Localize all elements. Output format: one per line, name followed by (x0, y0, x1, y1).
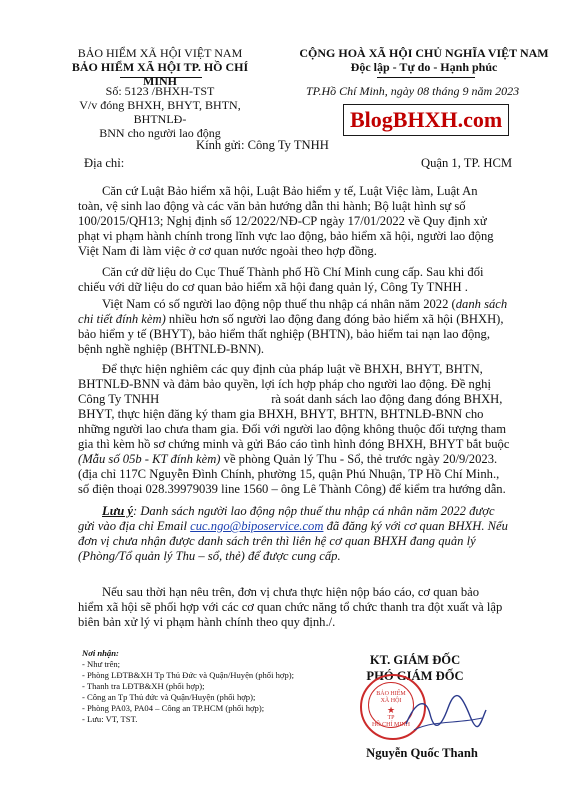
paragraph-findings (78, 297, 552, 357)
stamp-text: HỒ CHÍ MINH (372, 722, 410, 728)
text-line: gia thì kèm hồ sơ chứng minh và gửi Báo cáo tình hình đóng BHXH, BHYT bắt buộc (78, 437, 510, 451)
email-link[interactable]: cuc.ngo@biposervice.com (190, 519, 324, 533)
org-header (60, 46, 260, 88)
recipient-item: - Thanh tra LĐTB&XH (phối hợp); (82, 681, 205, 691)
subject-line-1: V/v đóng BHXH, BHYT, BHTN, BHTNLĐ- (79, 98, 241, 126)
org-underline (120, 77, 202, 78)
text-line: Việt Nam có số người lao động nộp thuế thu nhập cá nhân năm 2022 ( (102, 297, 456, 311)
form-reference: (Mẫu số 05b - KT đính kèm) (78, 452, 221, 466)
signer-name: Nguyễn Quốc Thanh (366, 746, 478, 760)
motto-underline (377, 77, 475, 78)
paragraph-request (78, 362, 552, 497)
paragraph-tax-data (78, 265, 552, 295)
text-line: chiếu với dữ liệu do cơ quan bảo hiểm xã hội đang quản lý, Công Ty TNHH . (78, 280, 468, 294)
text-line: Căn cứ dữ liệu do Cục Thuế Thành phố Hồ Chí Minh cung cấp. Sau khi đối (102, 265, 484, 279)
org-name: BẢO HIỂM XÃ HỘI TP. HỒ CHÍ MINH (71, 60, 249, 88)
nation-header (296, 46, 552, 74)
note-block (78, 504, 552, 564)
text-line: Việt Nam đi làm việc ở cơ quan nước ngoài theo hợp đồng. (78, 244, 377, 258)
paragraph-legal-basis (78, 184, 552, 259)
recipient-item: - Phòng LĐTB&XH Tp Thủ Đức và Quận/Huyện (phối hợp); (82, 670, 295, 680)
text-line: đơn vị chưa nhận được danh sách trên thì liên hệ cơ quan BHXH đang quản lý (78, 534, 476, 548)
stamp-text: BẢO HIỂM (376, 691, 406, 697)
address-label: Địa chỉ: (84, 156, 125, 170)
text-line: BHTNLĐ-BNN và đảm bảo quyền, lợi ích hợp pháp cho người lao động. Đề nghị (78, 377, 491, 391)
recipients-list (82, 648, 342, 725)
attachment-note: danh sách (455, 297, 508, 311)
text-line: bảo hiểm y tế (BHYT), bảo hiểm thất nghiệp (BHTN), bảo hiểm tai nạn lao động, (78, 327, 490, 341)
text-line: số điện thoại 028.39979039 line 1560 – ông Lê Thành Công) để kiểm tra hướng dẫn. (78, 482, 506, 496)
text-line: nhiều hơn số người lao động đang đóng bảo hiểm xã hội (BHXH), (165, 312, 504, 326)
recipient-item: - Lưu: VT, TST. (82, 714, 138, 724)
text-line: rà soát danh sách lao động đang đóng BHXH, (271, 392, 503, 406)
nation-motto: Độc lập - Tự do - Hạnh phúc (350, 60, 498, 74)
text-line: (Phòng/Tổ quản lý Thu – sổ, thẻ) để được cung cấp. (78, 549, 341, 563)
text-line: : Danh sách người lao động nộp thuế thu nhập cá nhân năm 2022 được (132, 504, 495, 518)
handwritten-signature (400, 690, 490, 740)
doc-info (60, 84, 260, 140)
signature-title-1: KT. GIÁM ĐỐC (369, 653, 461, 667)
paragraph-sanction (78, 585, 552, 630)
watermark-logo: BlogBHXH.com (343, 104, 509, 136)
address-value: Quận 1, TP. HCM (421, 156, 513, 170)
nation-name: CỘNG HOÀ XÃ HỘI CHỦ NGHĨA VIỆT NAM (299, 46, 549, 60)
text-line: Để thực hiện nghiêm các quy định của pháp luật về BHXH, BHYT, BHTN, (102, 362, 483, 376)
recipient-item: - Phòng PA03, PA04 – Công an TP.HCM (phối hợp); (82, 703, 265, 713)
text-line: (địa chỉ 117C Nguyễn Đình Chính, phường 15, quận Phú Nhuận, TP Hồ Chí Minh., (78, 467, 500, 481)
text-line: gửi vào địa chỉ Email (78, 519, 191, 533)
text-line: 100/2015/QH13; Nghị định số 12/2022/NĐ-CP ngày 17/01/2022 về Quy định xử (78, 214, 487, 228)
text-line: phạt vi phạm hành chính trong lĩnh vực lao động, bảo hiểm xã hội, người lao động (78, 229, 494, 243)
stamp-text: TP (387, 715, 395, 721)
text-line: toàn, vệ sinh lao động và các văn bản hướng dẫn thi hành; Bộ luật hình sự số (78, 199, 466, 213)
text-line: Nếu sau thời hạn nêu trên, đơn vị chưa thực hiện nộp báo cáo, cơ quan bảo (102, 585, 480, 599)
org-parent: BẢO HIỂM XÃ HỘI VIỆT NAM (77, 46, 243, 60)
recipient-item: - Công an Tp Thủ đức và Quận/Huyện (phối hợp); (82, 692, 256, 702)
text-line: về phòng Quản lý Thu - Sổ, thẻ trước ngày 20/9/2023. (220, 452, 498, 466)
recipients-title: Nơi nhận: (82, 648, 119, 658)
text-line: những người lao chưa tham gia. Đối với người lao động không thuộc đối tượng tham (78, 422, 507, 436)
stamp-star-icon: ★ (386, 705, 396, 715)
attachment-note-cont: chi tiết đính kèm) (78, 312, 166, 326)
text-line: BHYT, thực hiện đăng ký tham gia BHXH, BHYT, BHTN, BHTNLĐ-BNN cho (78, 407, 484, 421)
signature-title (340, 652, 490, 684)
recipient: Kính gửi: Công Ty TNHH (196, 138, 329, 152)
stamp-text: XÃ HỘI (380, 698, 402, 704)
doc-number: Số: 5123 /BHXH-TST (105, 84, 215, 98)
text-line: hiểm xã hội sẽ phối hợp với các cơ quan chức năng tổ chức thanh tra đột xuất và lập (78, 600, 503, 614)
signature-title-2: PHÓ GIÁM ĐỐC (366, 669, 464, 683)
text-line: Căn cứ Luật Bảo hiểm xã hội, Luật Bảo hiểm y tế, Luật Việc làm, Luật An (102, 184, 478, 198)
subject-line-2: BNN cho người lao động (99, 126, 221, 140)
text-line: biên bản xử lý vi phạm hành chính theo quy định./. (78, 615, 336, 629)
note-label: Lưu ý (102, 504, 133, 518)
company-name: Công Ty TNHH (78, 392, 160, 406)
text-line: đã đăng ký với cơ quan BHXH. Nếu (323, 519, 508, 533)
text-line: bệnh nghề nghiệp (BHTNLĐ-BNN). (78, 342, 265, 356)
issue-date: TP.Hồ Chí Minh, ngày 08 tháng 9 năm 2023 (306, 84, 520, 98)
recipient-item: - Như trên; (82, 659, 121, 669)
